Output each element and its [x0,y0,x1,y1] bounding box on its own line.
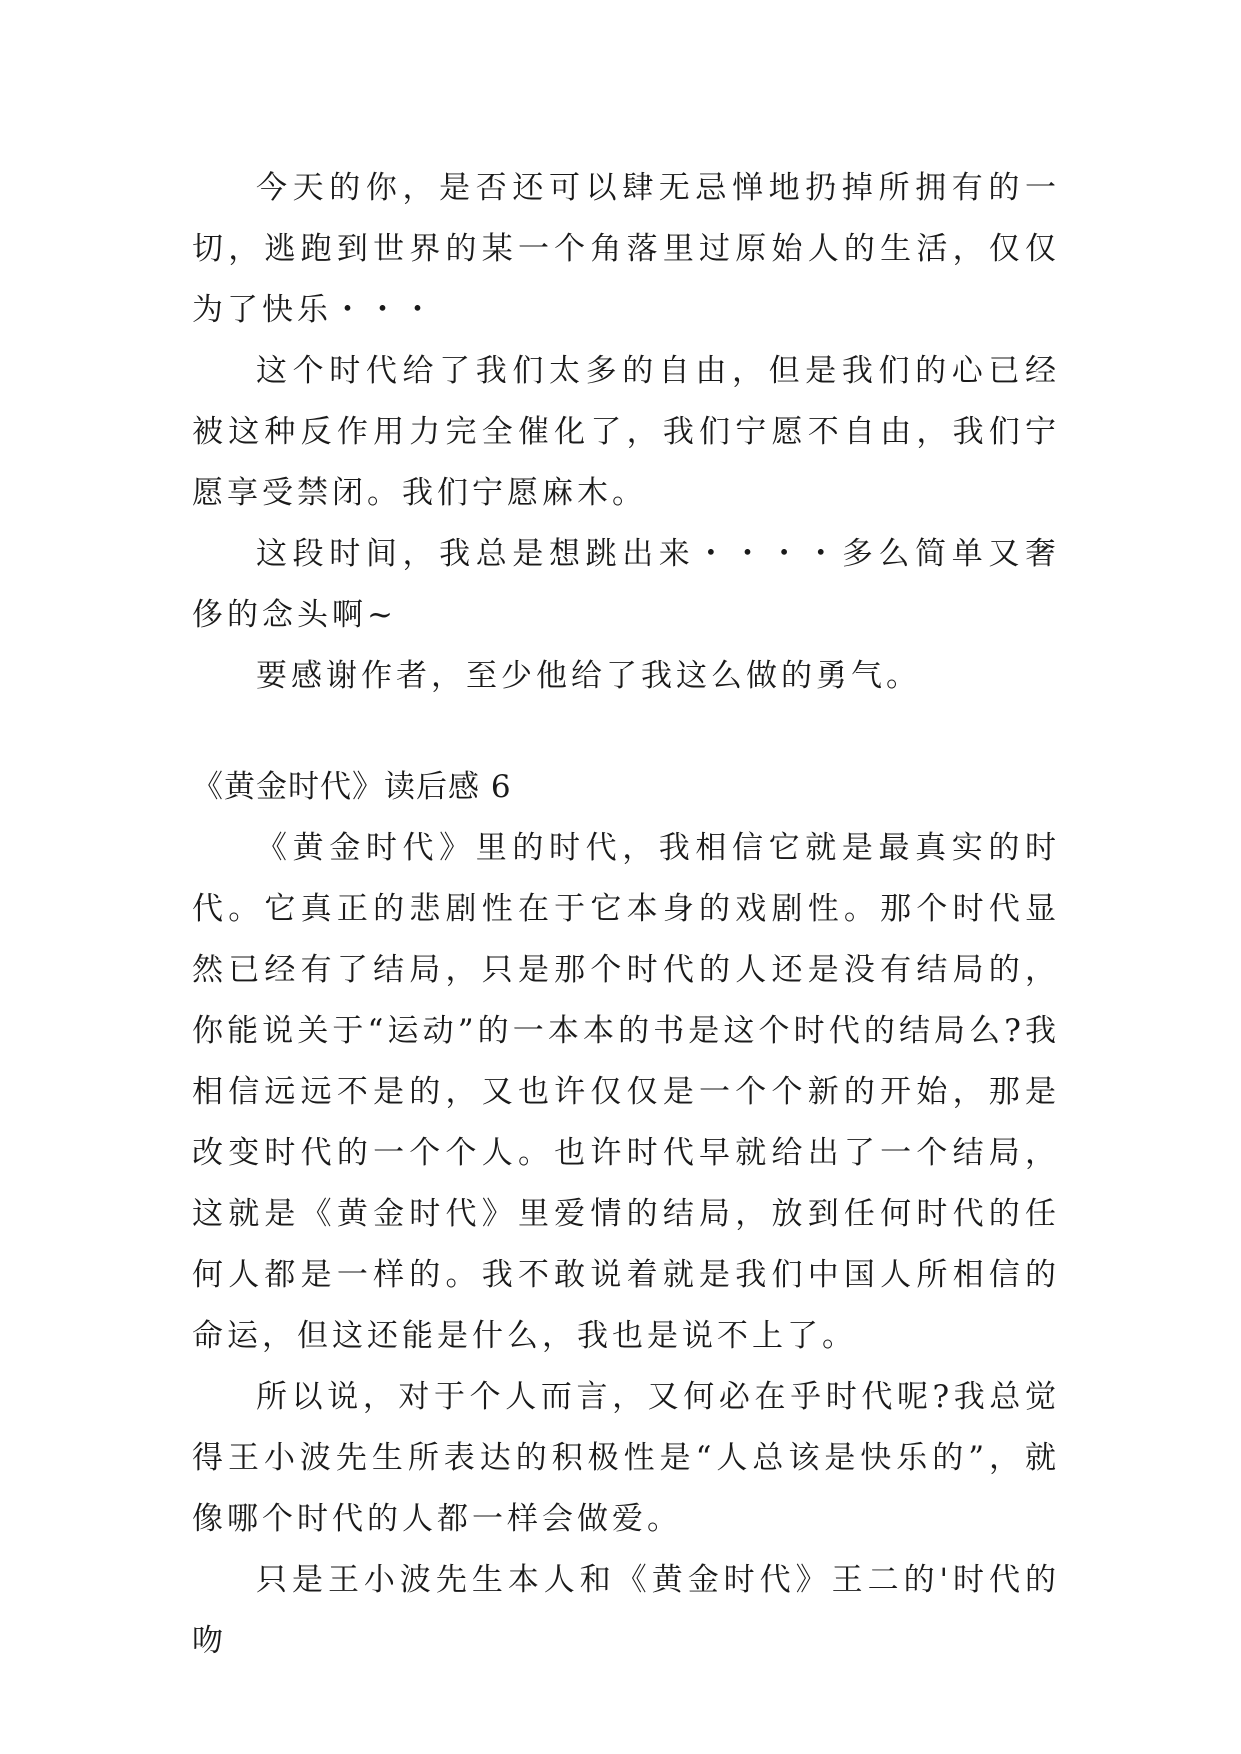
paragraph: 要感谢作者，至少他给了我这么做的勇气。 [256,658,921,694]
paragraph: 只是王小波先生本人和《黄金时代》王二的'时代的吻 [192,1562,1060,1659]
paragraph: 这段时间，我总是想跳出来・・・・多么简单又奢侈的念头啊~ [192,536,1060,633]
paragraph: 《黄金时代》里的时代，我相信它就是最真实的时代。它真正的悲剧性在于它本身的戏剧性。那个时代显然已经有了结局，只是那个时代的人还是没有结局的，你能说关于“运动”的一本本的书是这个时代的结局么?我相信远远不是的，又也许仅仅是一个个新的开始，那是改变时代的一个个人。也许时代早就给出了一个结局，这就是《黄金时代》里爱情的结局，放到任何时代的任何人都是一样的。我不敢说着就是我们中国人所相信的命运，但这还能是什么，我也是说不上了。 [192,830,1060,1354]
section-heading: 《黄金时代》读后感 6 [192,769,512,805]
document-body [192,158,1060,1672]
section-spacer [192,707,1060,757]
paragraph: 今天的你，是否还可以肆无忌惮地扔掉所拥有的一切，逃跑到世界的某一个角落里过原始人的生活，仅仅为了快乐・・・ [192,170,1060,328]
paragraph: 所以说，对于个人而言，又何必在乎时代呢?我总觉得王小波先生所表达的积极性是“人总该是快乐的”，就像哪个时代的人都一样会做爱。 [192,1379,1060,1537]
paragraph: 这个时代给了我们太多的自由，但是我们的心已经被这种反作用力完全催化了，我们宁愿不自由，我们宁愿享受禁闭。我们宁愿麻木。 [192,353,1060,511]
